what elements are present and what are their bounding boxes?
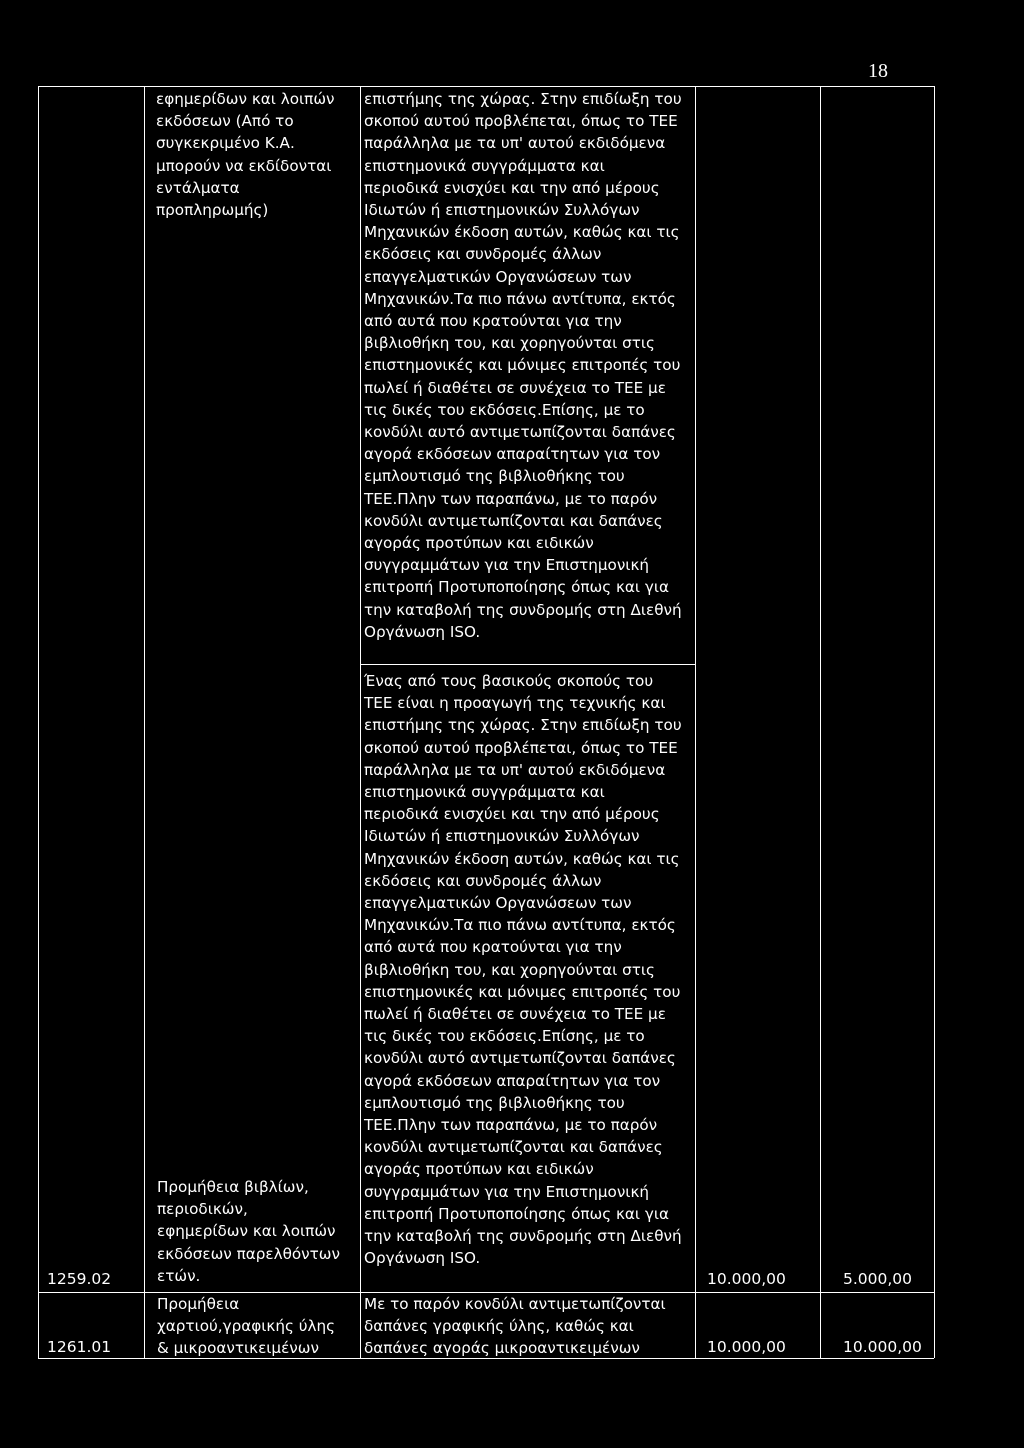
item-code: 1259.02: [47, 1270, 112, 1288]
column-divider: [934, 86, 935, 1358]
column-divider: [144, 86, 145, 1358]
table-top-border: [38, 86, 934, 87]
amount-column-2: 10.000,00: [843, 1338, 922, 1356]
column-divider: [360, 86, 361, 1358]
amount-column-2: 5.000,00: [843, 1270, 913, 1288]
item-title: εφημερίδων και λοιπών εκδόσεων (Από το συγκεκριμένο Κ.Α. μπορούν να εκδίδονται εντάλματα προπληρωμής): [156, 90, 335, 220]
item-title: Προμήθεια βιβλίων, περιοδικών, εφημερίδων και λοιπών εκδόσεων παρελθόντων ετών.: [157, 1178, 341, 1285]
column-divider: [38, 86, 39, 1358]
row-divider: [360, 664, 695, 665]
item-description: Με το παρόν κονδύλι αντιμετωπίζονται δαπάνες γραφικής ύλης, καθώς και δαπάνες αγοράς μικροαντικειμένων: [364, 1295, 666, 1358]
column-divider: [820, 86, 821, 1358]
item-description: Ένας από τους βασικούς σκοπούς του ΤΕΕ είναι η προαγωγή της τεχνικής και επιστήμης της χώρας. Στην επιδίωξη του σκοπού αυτού προβλέπεται, όπως το ΤΕΕ παράλληλα με τα υπ' αυτού εκδιδόμενα επιστημονικά συγγράμματα και περιοδικά ενισχύει και την από μέρους Ιδιωτών ή επιστημονικών Συλλόγων Μηχανικών έκδοση αυτών, καθώς και τις εκδόσεις και συνδρομές άλλων επαγγελματικών Οργανώσεων των Μηχανικών.Τα πιο πάνω αντίτυπα, εκτός από αυτά που κρατούνται για την βιβλιοθήκη του, και χορηγούνται στις επιστημονικές και μόνιμες επιτροπές του πωλεί ή διαθέτει σε συνέχεια το ΤΕΕ με τις δικές του εκδόσεις.Επίσης, με το κονδύλι αυτό αντιμετωπίζονται δαπάνες αγορά εκδόσεων απαραίτητων για τον εμπλουτισμό της βιβλιοθήκης του ΤΕΕ.Πλην των παραπάνω, με το παρόν κονδύλι αντιμετωπίζονται και δαπάνες αγοράς προτύπων και ειδικών συγγραμμάτων για την Επιστημονική επιτροπή Προτυποποίησης όπως και για την καταβολή της συνδρομής στη Διεθνή Οργάνωση ISO.: [364, 672, 682, 1268]
item-description: επιστήμης της χώρας. Στην επιδίωξη του σκοπού αυτού προβλέπεται, όπως το ΤΕΕ παράλληλα με τα υπ' αυτού εκδιδόμενα επιστημονικά συγγράμματα και περιοδικά ενισχύει και την από μέρους Ιδιωτών ή επιστημονικών Συλλόγων Μηχανικών έκδοση αυτών, καθώς και τις εκδόσεις και συνδρομές άλλων επαγγελματικών Οργανώσεων των Μηχανικών.Τα πιο πάνω αντίτυπα, εκτός από αυτά που κρατούνται για την βιβλιοθήκη του, και χορηγούνται στις επιστημονικές και μόνιμες επιτροπές του πωλεί ή διαθέτει σε συνέχεια το ΤΕΕ με τις δικές του εκδόσεις.Επίσης, με το κονδύλι αυτό αντιμετωπίζονται δαπάνες αγορά εκδόσεων απαραίτητων για τον εμπλουτισμό της βιβλιοθήκης του ΤΕΕ.Πλην των παραπάνω, με το παρόν κονδύλι αντιμετωπίζονται και δαπάνες αγοράς προτύπων και ειδικών συγγραμμάτων για την Επιστημονική επιτροπή Προτυποποίησης όπως και για την καταβολή της συνδρομής στη Διεθνή Οργάνωση ISO.: [364, 90, 682, 641]
amount-column-1: 10.000,00: [707, 1270, 786, 1288]
column-divider: [695, 86, 696, 1358]
item-title: Προμήθεια χαρτιού,γραφικής ύλης & μικροαντικειμένων: [157, 1295, 336, 1358]
amount-column-1: 10.000,00: [707, 1338, 786, 1356]
page-number: 18: [868, 60, 888, 82]
item-code: 1261.01: [47, 1338, 112, 1356]
